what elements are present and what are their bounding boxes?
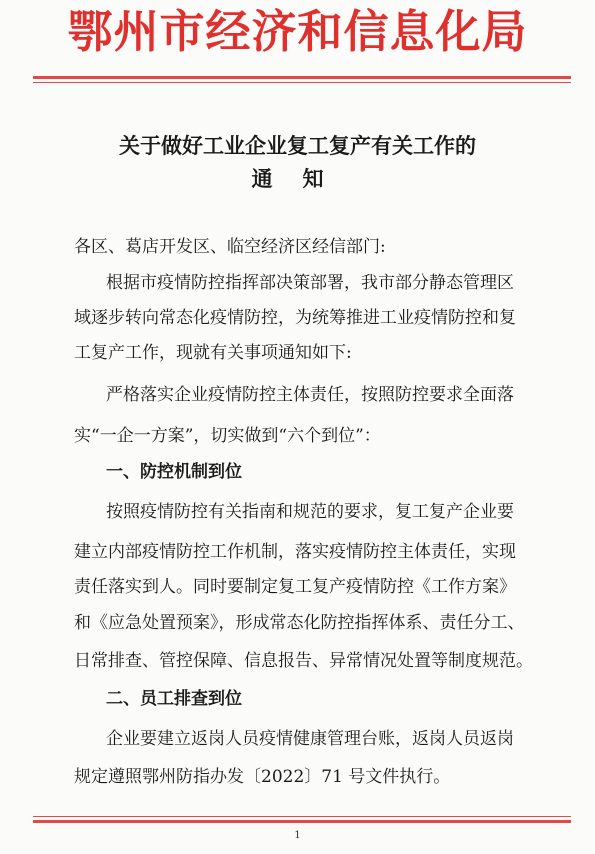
section2-line-1: 企业要建立返岗人员疫情健康管理台账，返岗人员返岗 (106, 729, 514, 749)
section2-heading: 二、员工排查到位 (106, 689, 242, 709)
section1-line-1: 按照疫情防控有关指南和规范的要求，复工复产企业要 (106, 502, 514, 522)
section1-line-3: 责任落实到人。同时要制定复工复产疫情防控《工作方案》 (74, 577, 516, 597)
document-title-line1: 关于做好工业企业复工复产有关工作的 (119, 133, 476, 158)
intro-line-3: 工复产工作，现就有关事项通知如下: (74, 343, 352, 363)
footer-rule-thin (33, 816, 571, 817)
requirement-line-2: 实“一企一方案”，切实做到“六个到位”： (74, 426, 381, 446)
page-number: 1 (294, 830, 301, 841)
letterhead-title: 鄂州市经济和信息化局 (67, 5, 528, 58)
section1-heading: 一、防控机制到位 (106, 462, 242, 482)
requirement-line-1: 严格落实企业疫情防控主体责任，按照防控要求全面落 (106, 385, 514, 405)
letterhead-rule-thick (33, 76, 571, 79)
intro-line-2: 域逐步转向常态化疫情防控，为统筹推进工业疫情防控和复 (74, 308, 516, 328)
section1-line-2: 建立内部疫情防控工作机制，落实疫情防控主体责任，实现 (74, 542, 516, 562)
document-title-line2: 通知 (251, 166, 354, 191)
section1-line-5: 日常排查、管控保障、信息报告、异常情况处置等制度规范。 (74, 651, 533, 671)
section1-line-4: 和《应急处置预案》，形成常态化防控指挥体系、责任分工、 (74, 613, 525, 633)
addressee: 各区、葛店开发区、临空经济区经信部门: (74, 237, 386, 257)
intro-line-1: 根据市疫情防控指挥部决策部署，我市部分静态管理区 (106, 273, 514, 293)
footer-rule-thick (33, 820, 571, 823)
section2-line-2: 规定遵照鄂州防指办发〔2022〕71 号文件执行。 (74, 767, 451, 787)
letterhead-rule-thin (33, 82, 571, 83)
